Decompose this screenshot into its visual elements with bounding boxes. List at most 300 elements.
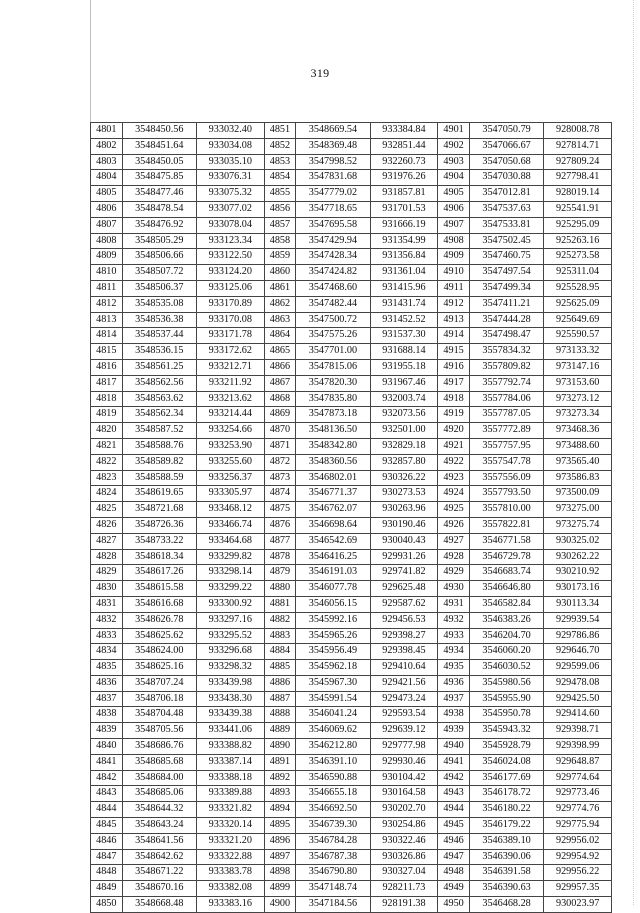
x-coordinate-cell: 3548589.82 <box>122 454 196 470</box>
table-row <box>91 123 612 139</box>
point-id-cell: 4839 <box>91 723 123 739</box>
y-coordinate-cell: 933297.16 <box>196 612 264 628</box>
y-coordinate-cell: 929646.70 <box>544 644 612 660</box>
x-coordinate-cell: 3546416.25 <box>296 549 370 565</box>
y-coordinate-cell: 933439.38 <box>196 707 264 723</box>
point-id-cell: 4927 <box>438 533 470 549</box>
x-coordinate-cell: 3547468.60 <box>296 280 370 296</box>
point-id-cell: 4836 <box>91 675 123 691</box>
point-id-cell: 4859 <box>264 249 296 265</box>
x-coordinate-cell: 3548506.66 <box>122 249 196 265</box>
x-coordinate-cell: 3548625.16 <box>122 660 196 676</box>
point-id-cell: 4845 <box>91 818 123 834</box>
point-id-cell: 4895 <box>264 818 296 834</box>
point-id-cell: 4944 <box>438 802 470 818</box>
x-coordinate-cell: 3547482.44 <box>296 296 370 312</box>
point-id-cell: 4801 <box>91 123 123 139</box>
point-id-cell: 4849 <box>91 881 123 897</box>
point-id-cell: 4805 <box>91 186 123 202</box>
point-id-cell: 4928 <box>438 549 470 565</box>
x-coordinate-cell: 3546178.72 <box>469 786 543 802</box>
x-coordinate-cell: 3547424.82 <box>296 265 370 281</box>
y-coordinate-cell: 933388.18 <box>196 770 264 786</box>
point-id-cell: 4894 <box>264 802 296 818</box>
coordinate-table-body <box>91 123 612 913</box>
table-row <box>91 359 612 375</box>
x-coordinate-cell: 3546391.58 <box>469 865 543 881</box>
y-coordinate-cell: 930326.86 <box>370 849 438 865</box>
point-id-cell: 4912 <box>438 296 470 312</box>
x-coordinate-cell: 3546041.24 <box>296 707 370 723</box>
point-id-cell: 4871 <box>264 438 296 454</box>
x-coordinate-cell: 3545991.54 <box>296 691 370 707</box>
x-coordinate-cell: 3547998.52 <box>296 154 370 170</box>
x-coordinate-cell: 3547460.75 <box>469 249 543 265</box>
y-coordinate-cell: 925295.09 <box>544 217 612 233</box>
x-coordinate-cell: 3548360.56 <box>296 454 370 470</box>
x-coordinate-cell: 3545962.18 <box>296 660 370 676</box>
y-coordinate-cell: 930104.42 <box>370 770 438 786</box>
point-id-cell: 4840 <box>91 739 123 755</box>
x-coordinate-cell: 3557834.32 <box>469 344 543 360</box>
table-row <box>91 660 612 676</box>
y-coordinate-cell: 929939.54 <box>544 612 612 628</box>
y-coordinate-cell: 929410.64 <box>370 660 438 676</box>
x-coordinate-cell: 3546739.30 <box>296 818 370 834</box>
x-coordinate-cell: 3547428.34 <box>296 249 370 265</box>
x-coordinate-cell: 3546698.64 <box>296 517 370 533</box>
x-coordinate-cell: 3557757.95 <box>469 438 543 454</box>
table-row <box>91 249 612 265</box>
table-row <box>91 691 612 707</box>
point-id-cell: 4909 <box>438 249 470 265</box>
y-coordinate-cell: 933322.88 <box>196 849 264 865</box>
y-coordinate-cell: 931666.19 <box>370 217 438 233</box>
point-id-cell: 4857 <box>264 217 296 233</box>
table-row <box>91 344 612 360</box>
table-row <box>91 154 612 170</box>
y-coordinate-cell: 932073.56 <box>370 407 438 423</box>
point-id-cell: 4846 <box>91 833 123 849</box>
point-id-cell: 4841 <box>91 754 123 770</box>
point-id-cell: 4820 <box>91 423 123 439</box>
point-id-cell: 4847 <box>91 849 123 865</box>
y-coordinate-cell: 933439.98 <box>196 675 264 691</box>
point-id-cell: 4945 <box>438 818 470 834</box>
x-coordinate-cell: 3547429.94 <box>296 233 370 249</box>
x-coordinate-cell: 3546784.28 <box>296 833 370 849</box>
y-coordinate-cell: 931967.46 <box>370 375 438 391</box>
x-coordinate-cell: 3548588.76 <box>122 438 196 454</box>
y-coordinate-cell: 933321.20 <box>196 833 264 849</box>
table-row <box>91 786 612 802</box>
y-coordinate-cell: 929954.92 <box>544 849 612 865</box>
y-coordinate-cell: 927809.24 <box>544 154 612 170</box>
x-coordinate-cell: 3548507.72 <box>122 265 196 281</box>
scan-edge <box>632 0 634 905</box>
point-id-cell: 4865 <box>264 344 296 360</box>
y-coordinate-cell: 929398.99 <box>544 739 612 755</box>
y-coordinate-cell: 933253.90 <box>196 438 264 454</box>
y-coordinate-cell: 933305.97 <box>196 486 264 502</box>
x-coordinate-cell: 3548618.34 <box>122 549 196 565</box>
point-id-cell: 4893 <box>264 786 296 802</box>
x-coordinate-cell: 3548587.52 <box>122 423 196 439</box>
point-id-cell: 4924 <box>438 486 470 502</box>
y-coordinate-cell: 930113.34 <box>544 596 612 612</box>
x-coordinate-cell: 3545950.78 <box>469 707 543 723</box>
y-coordinate-cell: 925273.58 <box>544 249 612 265</box>
y-coordinate-cell: 930210.92 <box>544 565 612 581</box>
x-coordinate-cell: 3546542.69 <box>296 533 370 549</box>
y-coordinate-cell: 930325.02 <box>544 533 612 549</box>
table-row <box>91 312 612 328</box>
table-row <box>91 486 612 502</box>
point-id-cell: 4804 <box>91 170 123 186</box>
y-coordinate-cell: 930023.97 <box>544 897 612 913</box>
y-coordinate-cell: 933075.32 <box>196 186 264 202</box>
y-coordinate-cell: 925311.04 <box>544 265 612 281</box>
point-id-cell: 4926 <box>438 517 470 533</box>
point-id-cell: 4863 <box>264 312 296 328</box>
y-coordinate-cell: 929478.08 <box>544 675 612 691</box>
y-coordinate-cell: 929421.56 <box>370 675 438 691</box>
x-coordinate-cell: 3547835.80 <box>296 391 370 407</box>
x-coordinate-cell: 3548561.25 <box>122 359 196 375</box>
point-id-cell: 4830 <box>91 581 123 597</box>
table-row <box>91 470 612 486</box>
x-coordinate-cell: 3546024.08 <box>469 754 543 770</box>
y-coordinate-cell: 931361.04 <box>370 265 438 281</box>
point-id-cell: 4887 <box>264 691 296 707</box>
table-row <box>91 517 612 533</box>
point-id-cell: 4856 <box>264 201 296 217</box>
y-coordinate-cell: 933256.37 <box>196 470 264 486</box>
y-coordinate-cell: 933468.12 <box>196 502 264 518</box>
x-coordinate-cell: 3546177.69 <box>469 770 543 786</box>
x-coordinate-cell: 3557793.50 <box>469 486 543 502</box>
x-coordinate-cell: 3548704.48 <box>122 707 196 723</box>
table-row <box>91 217 612 233</box>
point-id-cell: 4834 <box>91 644 123 660</box>
y-coordinate-cell: 933124.20 <box>196 265 264 281</box>
y-coordinate-cell: 931857.81 <box>370 186 438 202</box>
y-coordinate-cell: 933212.71 <box>196 359 264 375</box>
x-coordinate-cell: 3546069.62 <box>296 723 370 739</box>
y-coordinate-cell: 933383.78 <box>196 865 264 881</box>
point-id-cell: 4817 <box>91 375 123 391</box>
point-id-cell: 4843 <box>91 786 123 802</box>
x-coordinate-cell: 3548642.62 <box>122 849 196 865</box>
y-coordinate-cell: 928019.14 <box>544 186 612 202</box>
y-coordinate-cell: 931701.53 <box>370 201 438 217</box>
point-id-cell: 4913 <box>438 312 470 328</box>
y-coordinate-cell: 931431.74 <box>370 296 438 312</box>
table-row <box>91 423 612 439</box>
point-id-cell: 4861 <box>264 280 296 296</box>
y-coordinate-cell: 925528.95 <box>544 280 612 296</box>
x-coordinate-cell: 3546762.07 <box>296 502 370 518</box>
y-coordinate-cell: 933388.82 <box>196 739 264 755</box>
x-coordinate-cell: 3546030.52 <box>469 660 543 676</box>
y-coordinate-cell: 933170.89 <box>196 296 264 312</box>
point-id-cell: 4923 <box>438 470 470 486</box>
point-id-cell: 4815 <box>91 344 123 360</box>
x-coordinate-cell: 3547831.68 <box>296 170 370 186</box>
y-coordinate-cell: 973153.60 <box>544 375 612 391</box>
x-coordinate-cell: 3546060.20 <box>469 644 543 660</box>
y-coordinate-cell: 929456.53 <box>370 612 438 628</box>
y-coordinate-cell: 929587.62 <box>370 596 438 612</box>
y-coordinate-cell: 973275.00 <box>544 502 612 518</box>
y-coordinate-cell: 931955.18 <box>370 359 438 375</box>
x-coordinate-cell: 3557556.09 <box>469 470 543 486</box>
y-coordinate-cell: 925625.09 <box>544 296 612 312</box>
point-id-cell: 4802 <box>91 138 123 154</box>
point-id-cell: 4875 <box>264 502 296 518</box>
point-id-cell: 4896 <box>264 833 296 849</box>
y-coordinate-cell: 933382.08 <box>196 881 264 897</box>
y-coordinate-cell: 929956.22 <box>544 865 612 881</box>
point-id-cell: 4939 <box>438 723 470 739</box>
y-coordinate-cell: 929398.71 <box>544 723 612 739</box>
table-row <box>91 233 612 249</box>
point-id-cell: 4914 <box>438 328 470 344</box>
point-id-cell: 4860 <box>264 265 296 281</box>
table-row <box>91 186 612 202</box>
y-coordinate-cell: 930326.22 <box>370 470 438 486</box>
x-coordinate-cell: 3548705.56 <box>122 723 196 739</box>
point-id-cell: 4892 <box>264 770 296 786</box>
x-coordinate-cell: 3548624.00 <box>122 644 196 660</box>
x-coordinate-cell: 3545943.32 <box>469 723 543 739</box>
point-id-cell: 4862 <box>264 296 296 312</box>
y-coordinate-cell: 931976.26 <box>370 170 438 186</box>
point-id-cell: 4826 <box>91 517 123 533</box>
point-id-cell: 4942 <box>438 770 470 786</box>
point-id-cell: 4917 <box>438 375 470 391</box>
point-id-cell: 4803 <box>91 154 123 170</box>
point-id-cell: 4808 <box>91 233 123 249</box>
table-row <box>91 565 612 581</box>
x-coordinate-cell: 3546692.50 <box>296 802 370 818</box>
point-id-cell: 4852 <box>264 138 296 154</box>
point-id-cell: 4868 <box>264 391 296 407</box>
point-id-cell: 4848 <box>91 865 123 881</box>
point-id-cell: 4810 <box>91 265 123 281</box>
point-id-cell: 4864 <box>264 328 296 344</box>
point-id-cell: 4831 <box>91 596 123 612</box>
y-coordinate-cell: 973133.32 <box>544 344 612 360</box>
point-id-cell: 4829 <box>91 565 123 581</box>
y-coordinate-cell: 933298.14 <box>196 565 264 581</box>
point-id-cell: 4899 <box>264 881 296 897</box>
y-coordinate-cell: 932260.73 <box>370 154 438 170</box>
point-id-cell: 4916 <box>438 359 470 375</box>
table-row <box>91 596 612 612</box>
table-row <box>91 581 612 597</box>
point-id-cell: 4821 <box>91 438 123 454</box>
y-coordinate-cell: 930322.46 <box>370 833 438 849</box>
point-id-cell: 4824 <box>91 486 123 502</box>
y-coordinate-cell: 929777.98 <box>370 739 438 755</box>
point-id-cell: 4918 <box>438 391 470 407</box>
point-id-cell: 4943 <box>438 786 470 802</box>
point-id-cell: 4946 <box>438 833 470 849</box>
y-coordinate-cell: 973275.74 <box>544 517 612 533</box>
x-coordinate-cell: 3548477.46 <box>122 186 196 202</box>
y-coordinate-cell: 930173.16 <box>544 581 612 597</box>
y-coordinate-cell: 933211.92 <box>196 375 264 391</box>
x-coordinate-cell: 3546383.26 <box>469 612 543 628</box>
point-id-cell: 4854 <box>264 170 296 186</box>
point-id-cell: 4833 <box>91 628 123 644</box>
x-coordinate-cell: 3547779.02 <box>296 186 370 202</box>
x-coordinate-cell: 3548686.76 <box>122 739 196 755</box>
point-id-cell: 4814 <box>91 328 123 344</box>
table-row <box>91 865 612 881</box>
x-coordinate-cell: 3545928.79 <box>469 739 543 755</box>
table-row <box>91 280 612 296</box>
point-id-cell: 4885 <box>264 660 296 676</box>
y-coordinate-cell: 929648.87 <box>544 754 612 770</box>
point-id-cell: 4906 <box>438 201 470 217</box>
point-id-cell: 4915 <box>438 344 470 360</box>
y-coordinate-cell: 929786.86 <box>544 628 612 644</box>
point-id-cell: 4932 <box>438 612 470 628</box>
y-coordinate-cell: 973273.12 <box>544 391 612 407</box>
point-id-cell: 4933 <box>438 628 470 644</box>
y-coordinate-cell: 930273.53 <box>370 486 438 502</box>
y-coordinate-cell: 928211.73 <box>370 881 438 897</box>
table-row <box>91 833 612 849</box>
x-coordinate-cell: 3547066.67 <box>469 138 543 154</box>
x-coordinate-cell: 3546390.63 <box>469 881 543 897</box>
x-coordinate-cell: 3546056.15 <box>296 596 370 612</box>
y-coordinate-cell: 933295.52 <box>196 628 264 644</box>
y-coordinate-cell: 933214.44 <box>196 407 264 423</box>
y-coordinate-cell: 929414.60 <box>544 707 612 723</box>
table-row <box>91 770 612 786</box>
table-row <box>91 375 612 391</box>
x-coordinate-cell: 3545992.16 <box>296 612 370 628</box>
x-coordinate-cell: 3557792.74 <box>469 375 543 391</box>
point-id-cell: 4910 <box>438 265 470 281</box>
point-id-cell: 4811 <box>91 280 123 296</box>
x-coordinate-cell: 3547537.63 <box>469 201 543 217</box>
x-coordinate-cell: 3547502.45 <box>469 233 543 249</box>
point-id-cell: 4853 <box>264 154 296 170</box>
point-id-cell: 4908 <box>438 233 470 249</box>
point-id-cell: 4844 <box>91 802 123 818</box>
point-id-cell: 4881 <box>264 596 296 612</box>
point-id-cell: 4911 <box>438 280 470 296</box>
y-coordinate-cell: 933300.92 <box>196 596 264 612</box>
y-coordinate-cell: 933464.68 <box>196 533 264 549</box>
y-coordinate-cell: 933078.04 <box>196 217 264 233</box>
point-id-cell: 4934 <box>438 644 470 660</box>
point-id-cell: 4922 <box>438 454 470 470</box>
x-coordinate-cell: 3546590.88 <box>296 770 370 786</box>
table-row <box>91 628 612 644</box>
point-id-cell: 4842 <box>91 770 123 786</box>
x-coordinate-cell: 3548616.68 <box>122 596 196 612</box>
x-coordinate-cell: 3545955.90 <box>469 691 543 707</box>
y-coordinate-cell: 933466.74 <box>196 517 264 533</box>
point-id-cell: 4941 <box>438 754 470 770</box>
y-coordinate-cell: 933170.08 <box>196 312 264 328</box>
point-id-cell: 4809 <box>91 249 123 265</box>
y-coordinate-cell: 933438.30 <box>196 691 264 707</box>
point-id-cell: 4827 <box>91 533 123 549</box>
x-coordinate-cell: 3546191.03 <box>296 565 370 581</box>
y-coordinate-cell: 929425.50 <box>544 691 612 707</box>
y-coordinate-cell: 933213.62 <box>196 391 264 407</box>
y-coordinate-cell: 933125.06 <box>196 280 264 296</box>
x-coordinate-cell: 3548626.78 <box>122 612 196 628</box>
point-id-cell: 4948 <box>438 865 470 881</box>
x-coordinate-cell: 3548625.62 <box>122 628 196 644</box>
x-coordinate-cell: 3546391.10 <box>296 754 370 770</box>
point-id-cell: 4902 <box>438 138 470 154</box>
x-coordinate-cell: 3547820.30 <box>296 375 370 391</box>
table-row <box>91 328 612 344</box>
y-coordinate-cell: 925263.16 <box>544 233 612 249</box>
table-row <box>91 739 612 755</box>
x-coordinate-cell: 3547533.81 <box>469 217 543 233</box>
x-coordinate-cell: 3548450.56 <box>122 123 196 139</box>
point-id-cell: 4898 <box>264 865 296 881</box>
y-coordinate-cell: 925649.69 <box>544 312 612 328</box>
y-coordinate-cell: 973273.34 <box>544 407 612 423</box>
y-coordinate-cell: 933076.31 <box>196 170 264 186</box>
point-id-cell: 4929 <box>438 565 470 581</box>
y-coordinate-cell: 932857.80 <box>370 454 438 470</box>
point-id-cell: 4950 <box>438 897 470 913</box>
x-coordinate-cell: 3548617.26 <box>122 565 196 581</box>
table-row <box>91 849 612 865</box>
y-coordinate-cell: 933299.22 <box>196 581 264 597</box>
y-coordinate-cell: 929398.45 <box>370 644 438 660</box>
x-coordinate-cell: 3548476.92 <box>122 217 196 233</box>
y-coordinate-cell: 929473.24 <box>370 691 438 707</box>
x-coordinate-cell: 3548369.48 <box>296 138 370 154</box>
point-id-cell: 4920 <box>438 423 470 439</box>
point-id-cell: 4874 <box>264 486 296 502</box>
point-id-cell: 4879 <box>264 565 296 581</box>
y-coordinate-cell: 931688.14 <box>370 344 438 360</box>
point-id-cell: 4935 <box>438 660 470 676</box>
point-id-cell: 4858 <box>264 233 296 249</box>
x-coordinate-cell: 3546077.78 <box>296 581 370 597</box>
point-id-cell: 4837 <box>91 691 123 707</box>
x-coordinate-cell: 3548615.58 <box>122 581 196 597</box>
x-coordinate-cell: 3548644.32 <box>122 802 196 818</box>
x-coordinate-cell: 3546646.80 <box>469 581 543 597</box>
point-id-cell: 4838 <box>91 707 123 723</box>
x-coordinate-cell: 3548562.34 <box>122 407 196 423</box>
y-coordinate-cell: 933171.78 <box>196 328 264 344</box>
table-row <box>91 802 612 818</box>
y-coordinate-cell: 933387.14 <box>196 754 264 770</box>
point-id-cell: 4850 <box>91 897 123 913</box>
y-coordinate-cell: 931452.52 <box>370 312 438 328</box>
table-row <box>91 549 612 565</box>
table-row <box>91 265 612 281</box>
x-coordinate-cell: 3548670.16 <box>122 881 196 897</box>
point-id-cell: 4807 <box>91 217 123 233</box>
y-coordinate-cell: 932003.74 <box>370 391 438 407</box>
